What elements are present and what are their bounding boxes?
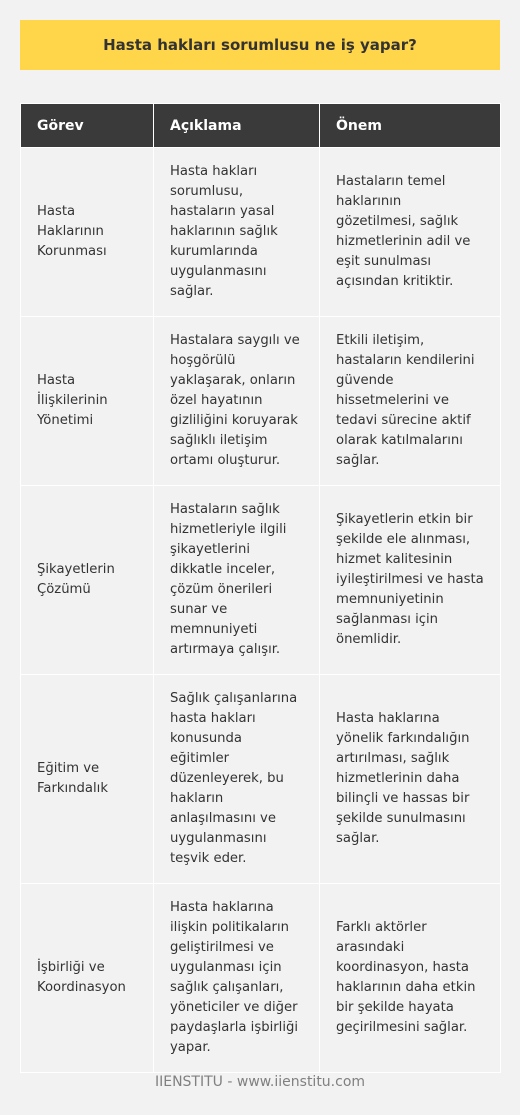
cell-onem: Hasta haklarına yönelik farkındalığın artırılması, sağlık hizmetlerinin daha bilinçli ve hassas bir şekilde sunulmasını sağlar. [320, 675, 501, 884]
cell-aciklama: Hasta hakları sorumlusu, hastaların yasal haklarının sağlık kurumlarında uygulanmasını sağlar. [154, 148, 320, 317]
table-row [21, 317, 501, 486]
cell-aciklama: Hastalara saygılı ve hoşgörülü yaklaşarak, onların özel hayatının gizliliğini koruyarak sağlıklı iletişim ortamı oluşturur. [154, 317, 320, 486]
cell-gorev: Hasta İlişkilerinin Yönetimi [21, 317, 154, 486]
table-row [21, 148, 501, 317]
cell-onem: Etkili iletişim, hastaların kendilerini güvende hissetmelerini ve tedavi sürecine aktif olarak katılmalarını sağlar. [320, 317, 501, 486]
header-onem: Önem [320, 104, 501, 148]
cell-onem: Hastaların temel haklarının gözetilmesi, sağlık hizmetlerinin adil ve eşit sunulması açısından kritiktir. [320, 148, 501, 317]
page-title: Hasta hakları sorumlusu ne iş yapar? [103, 36, 417, 54]
cell-aciklama: Hasta haklarına ilişkin politikaların geliştirilmesi ve uygulanması için sağlık çalışanları, yöneticiler ve diğer paydaşlarla işbirliği yapar. [154, 884, 320, 1073]
table-row [21, 486, 501, 675]
cell-aciklama: Sağlık çalışanlarına hasta hakları konusunda eğitimler düzenleyerek, bu hakların anlaşılmasını ve uygulanmasını teşvik eder. [154, 675, 320, 884]
duties-table [20, 103, 501, 1073]
cell-gorev: Hasta Haklarının Korunması [21, 148, 154, 317]
table-row [21, 884, 501, 1073]
cell-onem: Şikayetlerin etkin bir şekilde ele alınması, hizmet kalitesinin iyileştirilmesi ve hasta memnuniyetinin sağlanması için önemlidir. [320, 486, 501, 675]
table-header-row [21, 104, 501, 148]
header-aciklama: Açıklama [154, 104, 320, 148]
title-banner [20, 20, 500, 70]
cell-gorev: Eğitim ve Farkındalık [21, 675, 154, 884]
cell-gorev: Şikayetlerin Çözümü [21, 486, 154, 675]
footer-credit: IIENSTITU - www.iienstitu.com [154, 1074, 366, 1090]
table-row [21, 675, 501, 884]
cell-gorev: İşbirliği ve Koordinasyon [21, 884, 154, 1073]
header-gorev: Görev [21, 104, 154, 148]
cell-aciklama: Hastaların sağlık hizmetleriyle ilgili şikayetlerini dikkatle inceler, çözüm önerileri sunar ve memnuniyeti artırmaya çalışır. [154, 486, 320, 675]
cell-onem: Farklı aktörler arasındaki koordinasyon, hasta haklarının daha etkin bir şekilde hayata geçirilmesini sağlar. [320, 884, 501, 1073]
